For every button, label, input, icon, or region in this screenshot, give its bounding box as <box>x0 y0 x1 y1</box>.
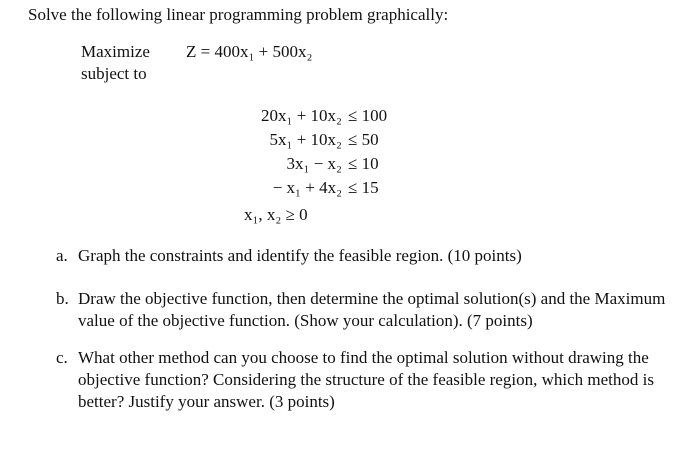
problem-title: Solve the following linear programming problem graphically: <box>28 5 449 24</box>
question-text: Graph the constraints and identify the feasible region. (10 points) <box>78 246 522 265</box>
constraint-lhs: 20x₁ + 10x₂ <box>261 106 342 125</box>
question-a <box>56 245 522 267</box>
subject-to-label: subject to <box>81 64 147 83</box>
constraint-rhs: ≤ 10 <box>348 154 379 173</box>
constraint-rhs: ≤ 100 <box>348 106 388 125</box>
question-text: objective function? Considering the structure of the feasible region, which method is <box>78 370 654 389</box>
objective-label: Maximize <box>81 42 150 61</box>
constraints-block <box>226 104 408 200</box>
question-text: value of the objective function. (Show your calculation). (7 points) <box>78 311 533 330</box>
nonnegativity-constraint: x₁, x₂ ≥ 0 <box>244 205 308 224</box>
question-label: c. <box>56 348 68 367</box>
constraint-row <box>226 128 408 152</box>
question-text: Draw the objective function, then determine the optimal solution(s) and the Maximum <box>78 289 666 308</box>
objective-function: Z = 400x₁ + 500x₂ <box>186 42 313 61</box>
question-text: What other method can you choose to find the optimal solution without drawing the <box>78 348 649 367</box>
constraint-lhs: 5x₁ + 10x₂ <box>269 130 342 149</box>
constraint-rhs: ≤ 50 <box>348 130 379 149</box>
question-label: a. <box>56 246 68 265</box>
question-label: b. <box>56 289 69 308</box>
question-c <box>56 347 654 413</box>
constraint-rhs: ≤ 15 <box>348 178 379 197</box>
constraint-lhs: − x₁ + 4x₂ <box>272 178 342 197</box>
constraint-lhs: 3x₁ − x₂ <box>286 154 342 173</box>
question-text: better? Justify your answer. (3 points) <box>78 392 335 411</box>
constraint-row <box>226 152 408 176</box>
question-b <box>56 288 665 332</box>
constraint-row <box>226 104 408 128</box>
constraint-row <box>226 176 408 200</box>
